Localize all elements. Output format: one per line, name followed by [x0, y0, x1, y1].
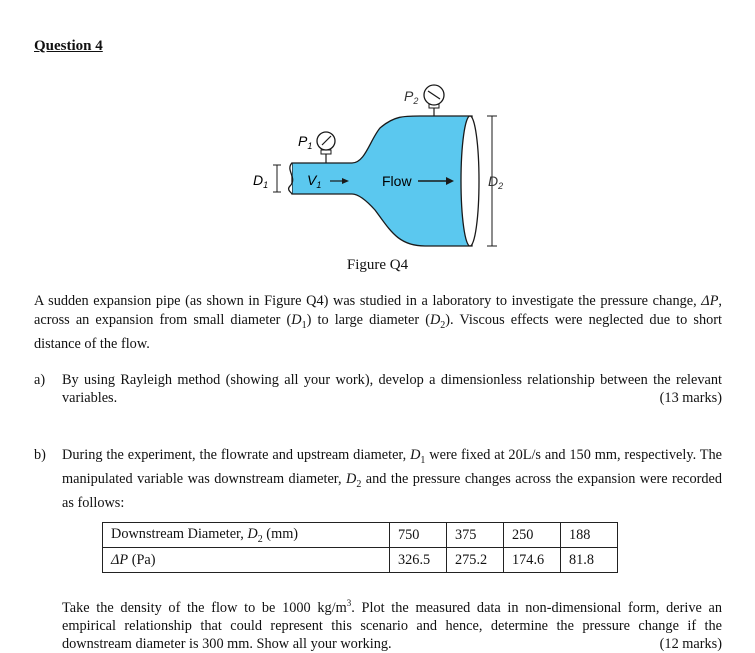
- part-b: [34, 446, 722, 512]
- table-cell: 188: [561, 523, 618, 548]
- outlet-ellipse: [461, 116, 479, 246]
- intro-text-3: ) to large diameter (: [306, 312, 430, 328]
- intro-text-1: A sudden expansion pipe (as shown in Figure Q4) was studied in a laboratory to investigate the pressure change,: [34, 293, 702, 309]
- table-row: [103, 523, 618, 548]
- p2-label: $P_2$: [404, 88, 419, 106]
- figure-caption: Figure Q4: [346, 257, 409, 273]
- part-b-text-3: and the pressure changes across the expansion were recorded as follows:: [62, 470, 722, 511]
- intro-d2-sub: 2: [440, 319, 446, 331]
- part-b-text-2: were fixed at 20L/s and 150 mm, respectively. The manipulated variable was downstream diameter,: [62, 447, 723, 487]
- part-a: [34, 371, 722, 407]
- part-b-marks: (12 marks): [659, 635, 722, 652]
- part-b-continuation: [34, 594, 722, 653]
- intro-dp: ΔP: [701, 293, 719, 309]
- table-head-diameter: Downstream Diameter, $D_2$ (mm): [103, 523, 390, 548]
- intro-d1: D: [291, 312, 302, 328]
- part-b-d1-sub: 1: [420, 454, 426, 466]
- part-b-d2: D: [346, 470, 357, 487]
- part-b-d1: D: [410, 447, 421, 463]
- table-cell: 326.5: [390, 548, 447, 573]
- table-cell: 750: [390, 523, 447, 548]
- d1-label: $D_1$: [253, 172, 269, 190]
- part-a-marks: (13 marks): [659, 390, 722, 406]
- table-head-pressure: ΔP (Pa): [103, 548, 390, 573]
- data-table: [102, 522, 618, 573]
- part-a-text: By using Rayleigh method (showing all your work), develop a dimensionless relationship between the relevant variables.: [62, 372, 722, 406]
- part-a-label: a): [34, 372, 46, 388]
- v1-label: $V_1$: [307, 172, 322, 190]
- intro-d2: D: [429, 312, 441, 328]
- part-b-label: b): [34, 447, 46, 463]
- d2-label: $D_2$: [488, 173, 504, 191]
- flow-label: Flow: [382, 173, 412, 189]
- table-cell: 375: [447, 523, 504, 548]
- table-cell: 275.2: [447, 548, 504, 573]
- part-b2-text-1: Take the density of the flow to be 1000 kg/m: [62, 599, 347, 616]
- part-b2-text-2: . Plot the measured data in non-dimensional form, derive an empirical relationship that could represent this scenario and hence, determine the pressure change if the downstream diameter is 300 mm. Show all your working.: [62, 599, 723, 652]
- part-b-text-1: During the experiment, the flowrate and upstream diameter,: [62, 447, 411, 463]
- question-title: Question 4: [34, 38, 103, 54]
- p1-label: $P_1$: [298, 133, 313, 151]
- intro-text-4: ). Viscous effects were neglected due to short distance of the flow.: [34, 312, 722, 352]
- sudden-expansion-figure: [220, 78, 540, 256]
- intro-d1-sub: 1: [301, 319, 307, 331]
- part-b-d2-sub: 2: [356, 478, 362, 490]
- table-cell: 174.6: [504, 548, 561, 573]
- table-cell: 81.8: [561, 548, 618, 573]
- intro-text-2: , across an expansion from small diameter (: [34, 293, 722, 328]
- table-cell: 250: [504, 523, 561, 548]
- table-row: [103, 548, 618, 573]
- part-b2-sup: 3: [346, 598, 352, 608]
- intro-paragraph: [34, 292, 722, 354]
